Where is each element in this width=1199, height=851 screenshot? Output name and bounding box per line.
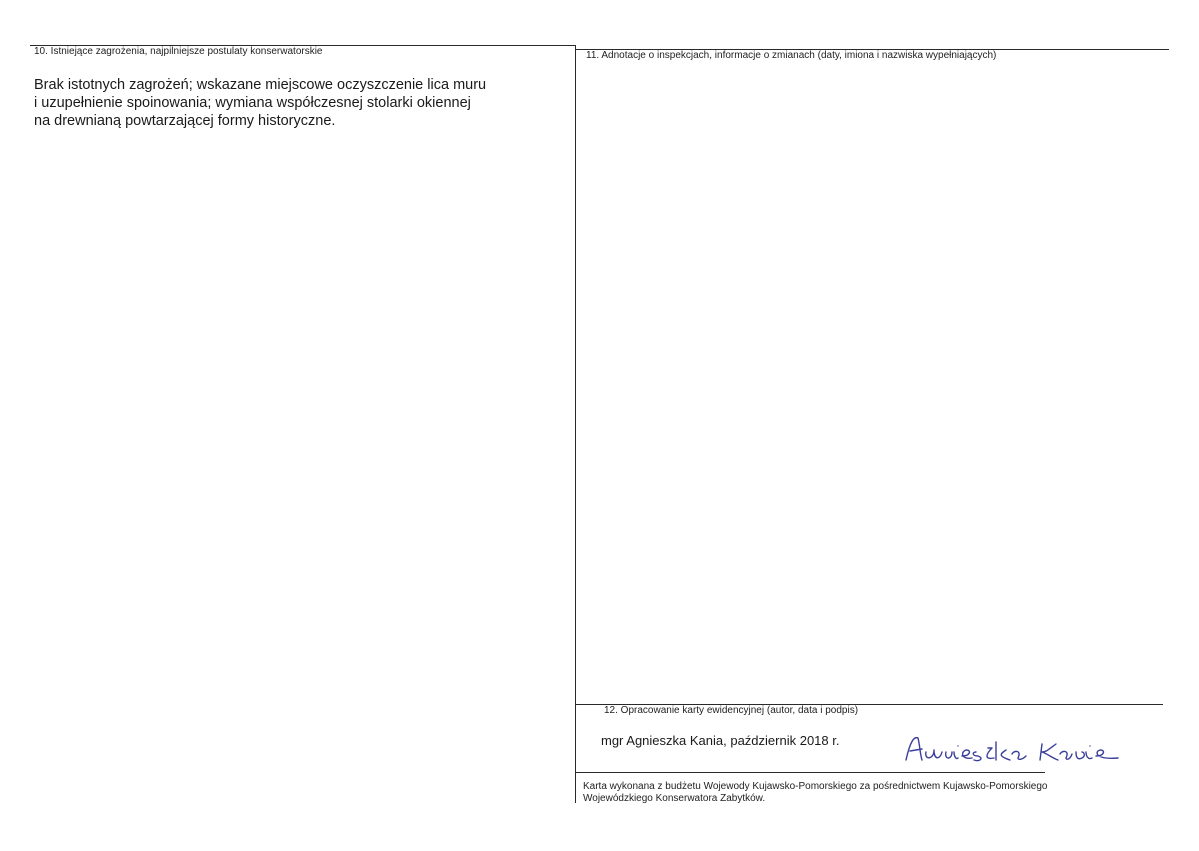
section10-text-line: i uzupełnienie spoinowania; wymiana współczesnej stolarki okiennej [34,95,471,111]
funding-note [583,781,1047,805]
funding-note-line: Karta wykonana z budżetu Wojewody Kujawsko-Pomorskiego za pośrednictwem Kujawsko-Pomorskiego [583,781,1048,792]
section12-heading: 12. Opracowanie karty ewidencyjnej (autor, data i podpis) [604,705,859,716]
footnote-rule [575,772,1045,773]
funding-note-line: Wojewódzkiego Konserwatora Zabytków. [583,793,766,804]
section10-text-line: Brak istotnych zagrożeń; wskazane miejscowe oczyszczenie lica muru [34,77,487,93]
author-line: mgr Agnieszka Kania, październik 2018 r. [601,733,840,748]
center-divider [575,45,576,803]
section11-heading: 11. Adnotacje o inspekcjach, informacje o zmianach (daty, imiona i nazwiska wypełniających) [586,50,997,61]
section10-heading: 10. Istniejące zagrożenia, najpilniejsze postulaty konserwatorskie [34,46,323,57]
section10-text-line: na drewnianą powtarzającej formy historyczne. [34,113,336,129]
handwritten-signature [900,730,1130,770]
section10-text [34,76,486,130]
